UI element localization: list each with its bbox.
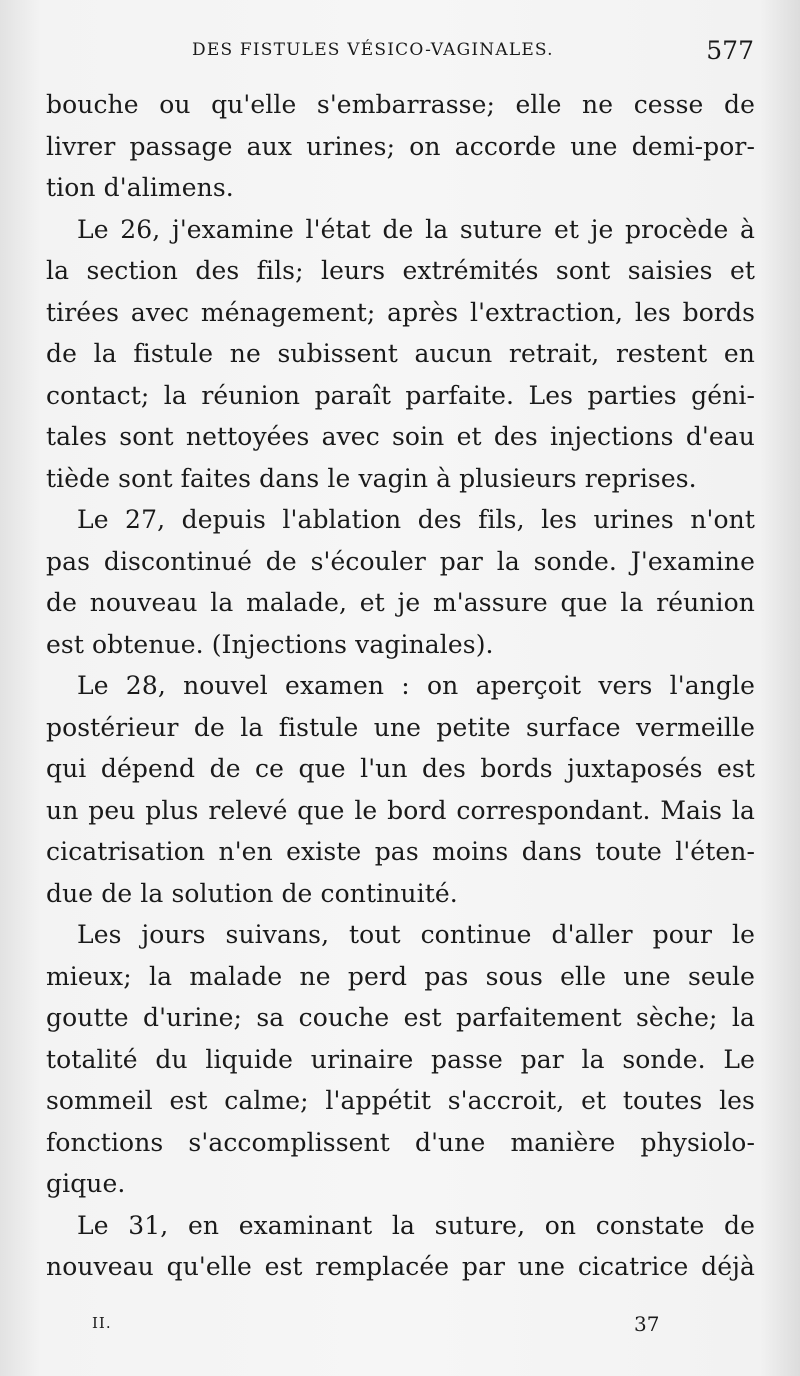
text-line: totalité du liquide urinaire passe par la sonde. Le: [46, 1044, 755, 1074]
text-line: tirées avec ménagement; après l'extraction, les bords: [46, 297, 755, 327]
text-line: fonctions s'accomplissent d'une manière physiolo-: [46, 1127, 755, 1157]
text-line: mieux; la malade ne perd pas sous elle une seule: [46, 961, 755, 991]
text-line: de nouveau la malade, et je m'assure que la réunion: [46, 588, 755, 617]
signature-mark: II.: [92, 1314, 112, 1332]
text-line: tales sont nettoyées avec soin et des injections d'eau: [46, 422, 755, 451]
text-line: pas discontinué de s'écouler par la sonde. J'examine: [46, 546, 755, 576]
text-line: Le 28, nouvel examen : on aperçoit vers l'angle: [77, 671, 755, 700]
text-line: cicatrisation n'en existe pas moins dans toute l'éten-: [46, 837, 755, 866]
text-line: nouveau qu'elle est remplacée par une cicatrice déjà: [46, 1252, 755, 1281]
text-line: sommeil est calme; l'appétit s'accroit, et toutes les: [46, 1086, 755, 1115]
text-line: Le 26, j'examine l'état de la suture et je procède à: [77, 214, 755, 244]
running-title: DES FISTULES VÉSICO-VAGINALES.: [192, 40, 554, 60]
text-line: gique.: [46, 1169, 126, 1198]
text-line: la section des fils; leurs extrémités sont saisies et: [46, 256, 755, 285]
text-line: postérieur de la fistule une petite surface vermeille: [46, 712, 755, 742]
text-line: contact; la réunion paraît parfaite. Les parties géni-: [46, 380, 755, 410]
text-line: qui dépend de ce que l'un des bords juxtaposés est: [46, 754, 755, 783]
text-line: goutte d'urine; sa couche est parfaitement sèche; la: [46, 1003, 755, 1032]
text-line: due de la solution de continuité.: [46, 878, 458, 908]
signature-number: 37: [634, 1312, 660, 1336]
text-line: un peu plus relevé que le bord correspondant. Mais la: [46, 795, 755, 825]
page-footer: [46, 1312, 754, 1342]
body-text: [46, 84, 755, 1288]
page-header: [46, 36, 754, 72]
text-line: tion d'alimens.: [46, 173, 234, 202]
text-line: Le 27, depuis l'ablation des fils, les urines n'ont: [77, 505, 755, 534]
text-line: est obtenue. (Injections vaginales).: [46, 629, 494, 659]
page-number: 577: [706, 36, 754, 65]
text-line: Les jours suivans, tout continue d'aller pour le: [77, 920, 755, 949]
text-line: Le 31, en examinant la suture, on constate de: [77, 1210, 755, 1240]
text-line: livrer passage aux urines; on accorde une demi-por-: [46, 131, 755, 161]
text-line: bouche ou qu'elle s'embarrasse; elle ne cesse de: [46, 90, 755, 119]
text-line: tiède sont faites dans le vagin à plusieurs reprises.: [46, 463, 697, 493]
text-line: de la fistule ne subissent aucun retrait, restent en: [46, 339, 755, 368]
